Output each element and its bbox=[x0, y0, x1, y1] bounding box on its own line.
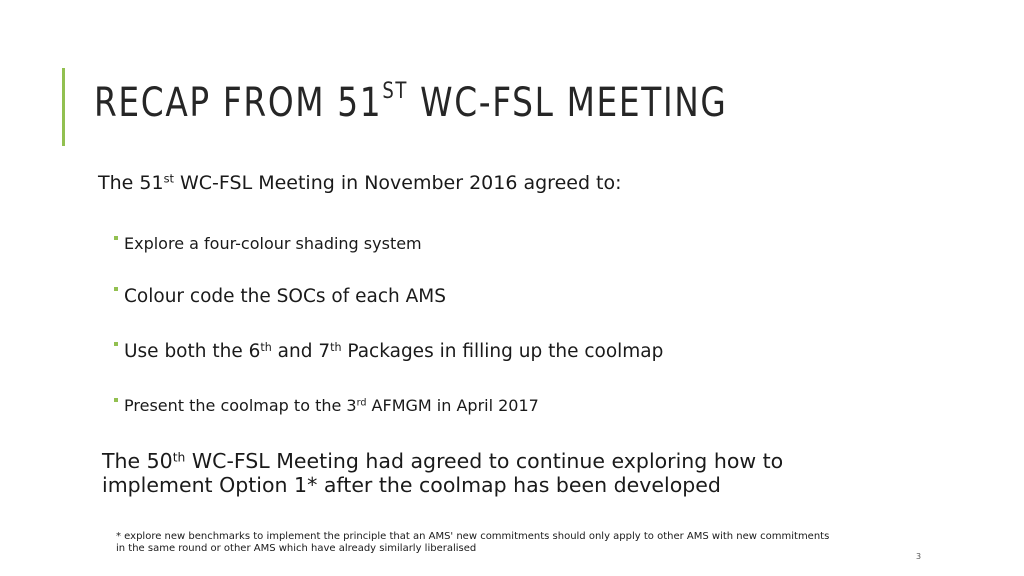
bullet-square-icon bbox=[114, 236, 118, 240]
bullet-item: Use both the 6th and 7th Packages in filling up the coolmap bbox=[114, 341, 663, 362]
intro-paragraph: The 51st WC-FSL Meeting in November 2016 agreed to: bbox=[98, 171, 622, 194]
bullet-square-icon bbox=[114, 398, 118, 402]
bullet-square-icon bbox=[114, 342, 118, 346]
second-paragraph: The 50th WC-FSL Meeting had agreed to continue exploring how to implement Option 1* after the coolmap has been developed bbox=[102, 449, 784, 497]
footnote: * explore new benchmarks to implement the principle that an AMS' new commitments should only apply to other AMS with new commitments in the same round or other AMS which have already similarly liberalised bbox=[116, 531, 830, 554]
bullet-square-icon bbox=[114, 287, 118, 291]
page-number: 3 bbox=[916, 552, 922, 561]
bullet-item: Colour code the SOCs of each AMS bbox=[114, 286, 446, 307]
bullet-item: Present the coolmap to the 3rd AFMGM in April 2017 bbox=[114, 396, 539, 415]
title-accent-bar bbox=[62, 68, 65, 146]
slide-title: RECAP FROM 51ST WC-FSL MEETING bbox=[94, 79, 728, 126]
bullet-item: Explore a four-colour shading system bbox=[114, 234, 422, 253]
